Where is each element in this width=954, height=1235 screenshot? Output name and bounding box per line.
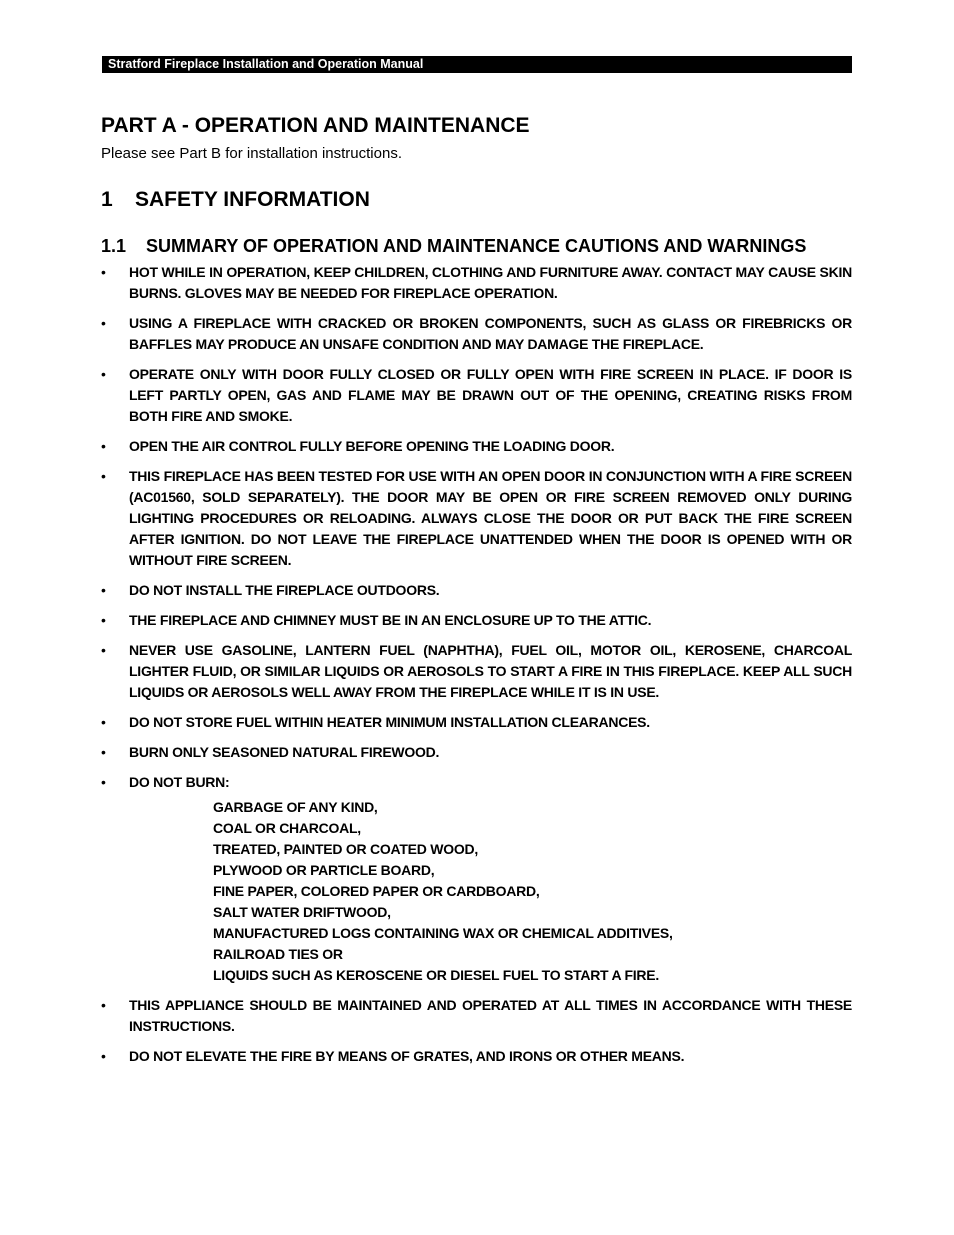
document-header: Stratford Fireplace Installation and Operation Manual — [102, 56, 852, 73]
do-not-burn-item: PLYWOOD OR PARTICLE BOARD, — [213, 862, 435, 878]
warning-item: • HOT WHILE IN OPERATION, KEEP CHILDREN, CLOTHING AND FURNITURE AWAY. CONTACT MAY CAUSE SKIN BURNS. GLOVES MAY BE NEEDED FOR FIREPLACE OPERATION. — [101, 264, 852, 301]
warning-item: • THIS APPLIANCE SHOULD BE MAINTAINED AND OPERATED AT ALL TIMES IN ACCORDANCE WITH THESE INSTRUCTIONS. — [101, 997, 852, 1034]
do-not-burn-item: TREATED, PAINTED OR COATED WOOD, — [213, 841, 478, 857]
bullet-icon: • — [101, 744, 106, 760]
subsection-heading-summary — [101, 234, 852, 258]
warning-item: • USING A FIREPLACE WITH CRACKED OR BROKEN COMPONENTS, SUCH AS GLASS OR FIREBRICKS OR BAFFLES MAY PRODUCE AN UNSAFE CONDITION AND MAY DAMAGE THE FIREPLACE. — [101, 315, 852, 352]
section-number: 1 — [101, 188, 113, 211]
do-not-burn-item: GARBAGE OF ANY KIND, — [213, 799, 378, 815]
warning-item: • NEVER USE GASOLINE, LANTERN FUEL (NAPHTHA), FUEL OIL, MOTOR OIL, KEROSENE, CHARCOAL LIGHTER FLUID, OR SIMILAR LIQUIDS OR AEROSOLS TO START A FIRE IN THIS FIREPLACE. KEEP ALL SUCH LIQUIDS OR AEROSOLS WELL AWAY FROM THE FIREPLACE WHILE IT IS IN USE. — [101, 642, 852, 700]
warning-item: • DO NOT INSTALL THE FIREPLACE OUTDOORS. — [101, 580, 852, 601]
bullet-icon: • — [101, 714, 106, 730]
bullet-icon: • — [101, 264, 106, 280]
warning-item: • DO NOT ELEVATE THE FIRE BY MEANS OF GRATES, AND IRONS OR OTHER MEANS. — [101, 1046, 852, 1067]
section-heading-safety — [101, 186, 852, 214]
warning-item: • THE FIREPLACE AND CHIMNEY MUST BE IN AN ENCLOSURE UP TO THE ATTIC. — [101, 610, 852, 631]
bullet-icon: • — [101, 1048, 106, 1064]
bullet-icon: • — [101, 582, 106, 598]
bullet-icon: • — [101, 642, 106, 658]
do-not-burn-item: RAILROAD TIES OR — [213, 946, 343, 962]
page-content — [101, 112, 852, 1076]
warnings-list — [101, 262, 852, 1067]
warning-item: • OPEN THE AIR CONTROL FULLY BEFORE OPENING THE LOADING DOOR. — [101, 436, 852, 457]
bullet-icon: • — [101, 438, 106, 454]
section-title: SAFETY INFORMATION — [135, 188, 370, 211]
do-not-burn-list — [213, 797, 852, 986]
warning-item: • BURN ONLY SEASONED NATURAL FIREWOOD. — [101, 742, 852, 763]
bullet-icon: • — [101, 315, 106, 331]
do-not-burn-item: FINE PAPER, COLORED PAPER OR CARDBOARD, — [213, 883, 540, 899]
bullet-icon: • — [101, 997, 106, 1013]
do-not-burn-item: MANUFACTURED LOGS CONTAINING WAX OR CHEMICAL ADDITIVES, — [213, 925, 673, 941]
subsection-title: SUMMARY OF OPERATION AND MAINTENANCE CAUTIONS AND WARNINGS — [146, 236, 807, 256]
bullet-icon: • — [101, 468, 106, 484]
bullet-icon: • — [101, 774, 106, 790]
do-not-burn-item: LIQUIDS SUCH AS KEROSCENE OR DIESEL FUEL TO START A FIRE. — [213, 967, 659, 983]
part-subtitle: Please see Part B for installation instructions. — [101, 145, 402, 162]
do-not-burn-item: COAL OR CHARCOAL, — [213, 820, 361, 836]
part-title: PART A - OPERATION AND MAINTENANCE — [101, 114, 530, 137]
subsection-number: 1.1 — [101, 236, 127, 256]
bullet-icon: • — [101, 366, 106, 382]
do-not-burn-item: SALT WATER DRIFTWOOD, — [213, 904, 391, 920]
warning-item: • OPERATE ONLY WITH DOOR FULLY CLOSED OR FULLY OPEN WITH FIRE SCREEN IN PLACE. IF DOOR IS LEFT PARTLY OPEN, GAS AND FLAME MAY BE DRAWN OUT OF THE OPENING, CREATING RISKS FROM BOTH FIRE AND SMOKE. — [101, 366, 852, 424]
warning-item-do-not-burn: • DO NOT BURN: GARBAGE OF ANY KIND, COAL OR CHARCOAL, TREATED, PAINTED OR COATED WOOD, PLYWOOD OR PARTICLE BOARD, FINE PAPER, COLORED PAPER OR CARDBOARD, SALT WATER DRIFTWOOD, MANUFACTURED LOGS CONTAINING WAX OR CHEMICAL ADDITIVES, RAILROAD TIES OR LIQUIDS SUCH AS KEROSCENE OR DIESEL FUEL TO START A FIRE. — [101, 772, 852, 986]
warning-item: • THIS FIREPLACE HAS BEEN TESTED FOR USE WITH AN OPEN DOOR IN CONJUNCTION WITH A FIRE SCREEN (AC01560, SOLD SEPARATELY). THE DOOR MAY BE OPEN OR FIRE SCREEN REMOVED ONLY DURING LIGHTING PROCEDURES OR RELOADING. ALWAYS CLOSE THE DOOR OR PUT BACK THE FIRE SCREEN AFTER IGNITION. DO NOT LEAVE THE FIREPLACE UNATTENDED WHEN THE DOOR IS OPENED WITH OR WITHOUT FIRE SCREEN. — [101, 468, 852, 568]
bullet-icon: • — [101, 612, 106, 628]
warning-item: • DO NOT STORE FUEL WITHIN HEATER MINIMUM INSTALLATION CLEARANCES. — [101, 712, 852, 733]
